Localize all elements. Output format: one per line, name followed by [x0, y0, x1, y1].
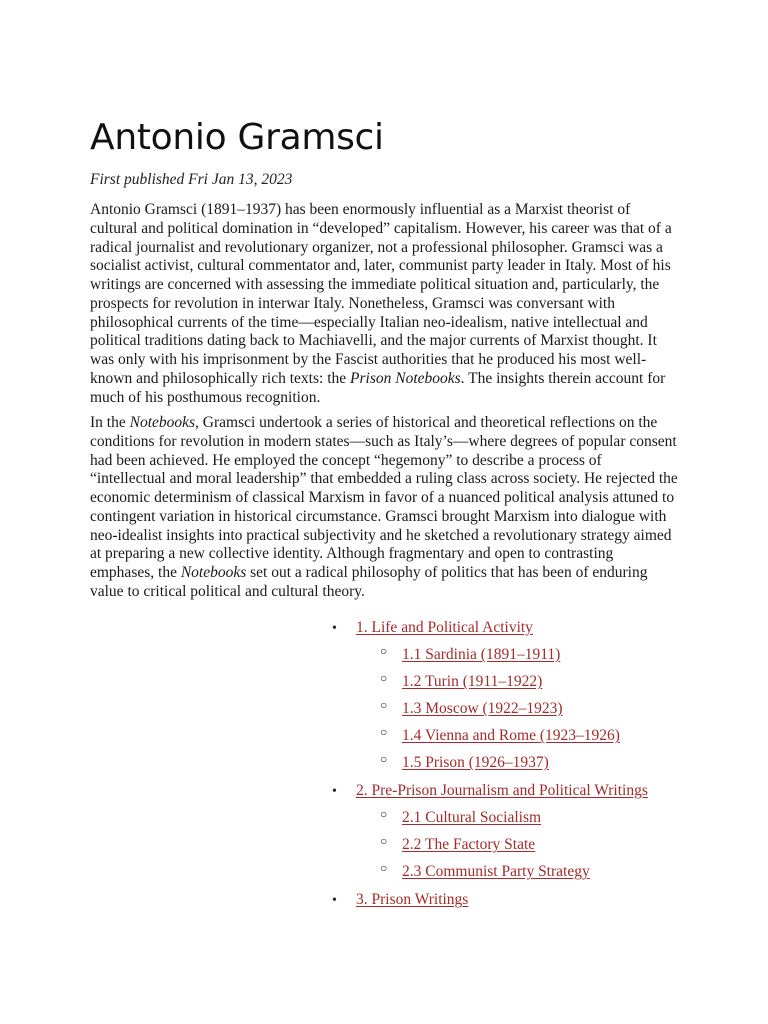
- circle-marker: ○: [380, 725, 388, 739]
- page-title: Antonio Gramsci: [90, 117, 384, 158]
- toc-link[interactable]: 2.1 Cultural Socialism: [402, 809, 542, 826]
- circle-marker: ○: [380, 861, 388, 875]
- intro-paragraph-2: [90, 414, 680, 602]
- toc-subitem-sardinia: [380, 645, 560, 665]
- toc-subitem-prison: [380, 753, 549, 773]
- toc-item-pre-prison-journalism: [332, 781, 648, 802]
- bullet-marker: •: [332, 893, 337, 908]
- paragraph-text: In the: [90, 414, 130, 431]
- bullet-marker: •: [332, 784, 337, 799]
- publication-date: First published Fri Jan 13, 2023: [90, 171, 293, 188]
- paragraph-text: , Gramsci undertook a series of historical and theoretical reflections on the conditions for revolution in modern states—such as Italy’s—where degrees of popular consent had been achieved. He employed the concept “hegemony” to describe a process of “intellectual and moral leadership” that embedded a ruling class across society. He rejected the economic determinism of classical Marxism in favor of a nuanced political analysis attuned to contingent variation in historical circumstance. Gramsci brought Marxism into dialogue with neo-idealist insights into practical subjectivity and he sketched a revolutionary strategy aimed at preparing a new collective identity. Although fragmentary and open to contrasting emphases, the: [90, 414, 678, 581]
- circle-marker: ○: [380, 807, 388, 821]
- toc-subitem-factory-state: [380, 835, 535, 855]
- toc-item-life-and-political-activity: [332, 618, 533, 639]
- circle-marker: ○: [380, 752, 388, 766]
- toc-subitem-vienna-and-rome: [380, 726, 620, 746]
- toc-link[interactable]: 1. Life and Political Activity: [356, 619, 533, 636]
- toc-item-prison-writings: [332, 890, 468, 911]
- toc-link[interactable]: 1.1 Sardinia (1891–1911): [402, 646, 561, 663]
- toc-link[interactable]: 2.3 Communist Party Strategy: [402, 863, 590, 880]
- toc-subitem-cultural-socialism: [380, 808, 541, 828]
- toc-link[interactable]: 3. Prison Writings: [356, 891, 469, 908]
- toc-link[interactable]: 2.2 The Factory State: [402, 836, 536, 853]
- intro-paragraph-1: [90, 201, 680, 407]
- emphasis-prison-notebooks: Prison Notebooks: [350, 369, 461, 387]
- paragraph-text: . The insights therein account for much of his posthumous recognition.: [90, 369, 666, 406]
- circle-marker: ○: [380, 698, 388, 712]
- toc-subitem-moscow: [380, 699, 563, 719]
- paragraph-text: Antonio Gramsci (1891–1937) has been enormously influential as a Marxist theorist of cultural and political domination in “developed” capitalism. However, his career was that of a radical journalist and revolutionary organizer, not a professional philosopher. Gramsci was a socialist activist, cultural commentator and, later, communist party leader in Italy. Most of his writings are concerned with assessing the immediate political situation and, particularly, the prospects for revolution in interwar Italy. Nonetheless, Gramsci was conversant with philosophical currents of the time—especially Italian neo-idealism, native intellectual and political traditions dating back to Machiavelli, and the major currents of Marxist thought. It was only with his imprisonment by the Fascist authorities that he produced his most well-known and philosophically rich texts: the: [90, 201, 672, 387]
- paragraph-text: set out a radical philosophy of politics that has been of enduring value to critical political and cultural theory.: [90, 564, 648, 600]
- toc-subitem-communist-party-strategy: [380, 862, 590, 882]
- bullet-marker: •: [332, 621, 337, 636]
- toc-link[interactable]: 1.3 Moscow (1922–1923): [402, 700, 563, 717]
- emphasis-notebooks: Notebooks: [129, 414, 196, 431]
- toc-link[interactable]: 1.5 Prison (1926–1937): [402, 754, 549, 771]
- toc-link[interactable]: 1.2 Turin (1911–1922): [402, 673, 543, 690]
- emphasis-notebooks: Notebooks: [180, 564, 247, 581]
- toc-subitem-turin: [380, 672, 542, 692]
- circle-marker: ○: [380, 644, 388, 658]
- toc-link[interactable]: 1.4 Vienna and Rome (1923–1926): [402, 727, 620, 744]
- circle-marker: ○: [380, 671, 388, 685]
- toc-link[interactable]: 2. Pre-Prison Journalism and Political Writings: [356, 782, 648, 799]
- circle-marker: ○: [380, 834, 388, 848]
